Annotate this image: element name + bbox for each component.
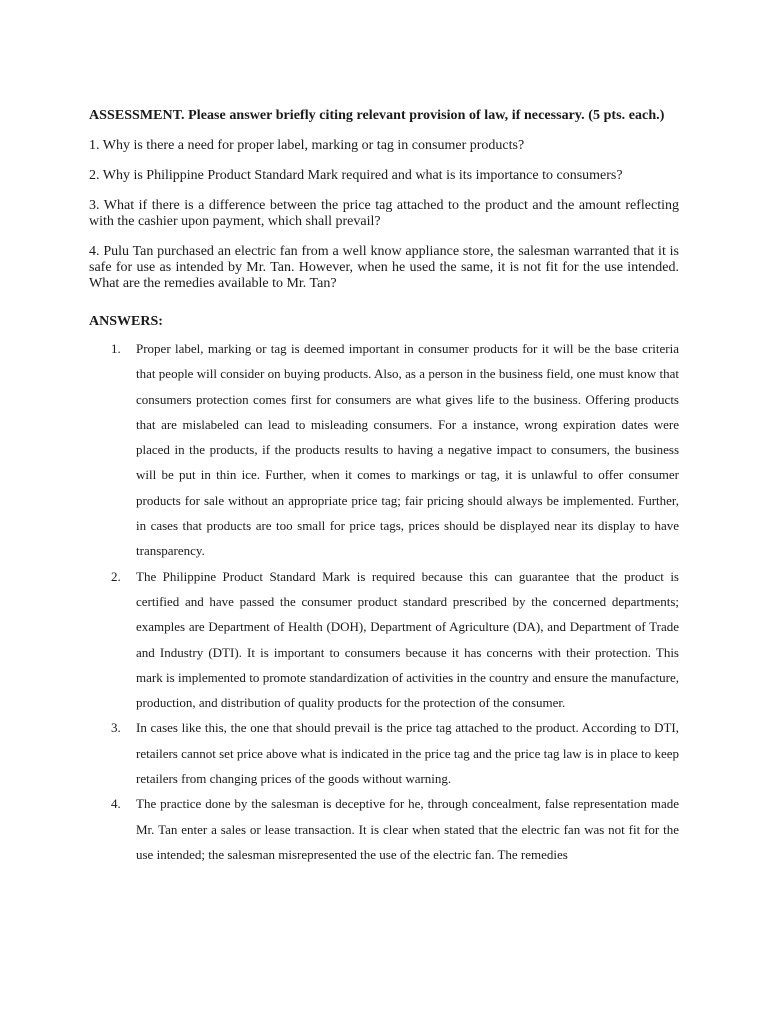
answer-item-3 (89, 715, 679, 791)
answer-item-4 (89, 791, 679, 867)
answer-item-1 (89, 336, 679, 564)
answer-item-2 (89, 564, 679, 716)
assessment-heading: ASSESSMENT. Please answer briefly citing relevant provision of law, if necessary. (5 pts. each.) (89, 108, 665, 123)
answer-number-3: 3. (111, 720, 121, 736)
question-3: 3. What if there is a difference between the price tag attached to the product and the amount reflecting with the cashier upon payment, which shall prevail? (89, 198, 679, 229)
answer-number-1: 1. (111, 341, 121, 356)
answer-text-2: The Philippine Product Standard Mark is required because this can guarantee that the product is certified and have passed the consumer product standard prescribed by the concerned departments; examples are Department of Health (DOH), Department of Agriculture (DA), and Department of Trade and Industry (DTI). It is important to consumers because it has concerns with their protection. This mark is implemented to promote standardization of activities in the country and ensure the manufacture, production, and distribution of quality products for the protection of the consumer. (136, 568, 679, 711)
question-4: 4. Pulu Tan purchased an electric fan from a well know appliance store, the salesman warranted that it is safe for use as intended by Mr. Tan. However, when he used the same, it is not fit for the use intended. What are the remedies available to Mr. Tan? (89, 244, 679, 291)
question-1: 1. Why is there a need for proper label, marking or tag in consumer products? (89, 138, 525, 153)
question-2: 2. Why is Philippine Product Standard Mark required and what is its importance to consumers? (89, 168, 623, 183)
document-content (89, 108, 679, 867)
answer-number-2: 2. (111, 568, 121, 584)
answers-list (89, 336, 679, 867)
answer-number-4: 4. (111, 796, 121, 812)
answer-text-4: The practice done by the salesman is deceptive for he, through concealment, false representation made Mr. Tan enter a sales or lease transaction. It is clear when stated that the electric fan was not fit for the use intended; the salesman misrepresented the use of the electric fan. The remedies (136, 796, 679, 862)
answer-text-1: Proper label, marking or tag is deemed important in consumer products for it will be the base criteria that people will consider on buying products. Also, as a person in the business field, one must know that consumers protection comes first for consumers are what gives life to the business. Offering products that are mislabeled can lead to misleading consumers. For a instance, wrong expiration dates were placed in the products, if the products results to having a negative impact to consumers, the business will be put in thin ice. Further, when it comes to markings or tag, it is unlawful to offer consumer products for sale without an appropriate price tag; fair pricing should always be implemented. Further, in cases that products are too small for price tags, prices should be displayed near its display to have transparency. (136, 341, 679, 559)
answers-title: ANSWERS: (89, 314, 163, 329)
answer-text-3: In cases like this, the one that should prevail is the price tag attached to the product. According to DTI, retailers cannot set price above what is indicated in the price tag and the price tag law is in place to keep retailers from changing prices of the goods without warning. (136, 720, 679, 787)
